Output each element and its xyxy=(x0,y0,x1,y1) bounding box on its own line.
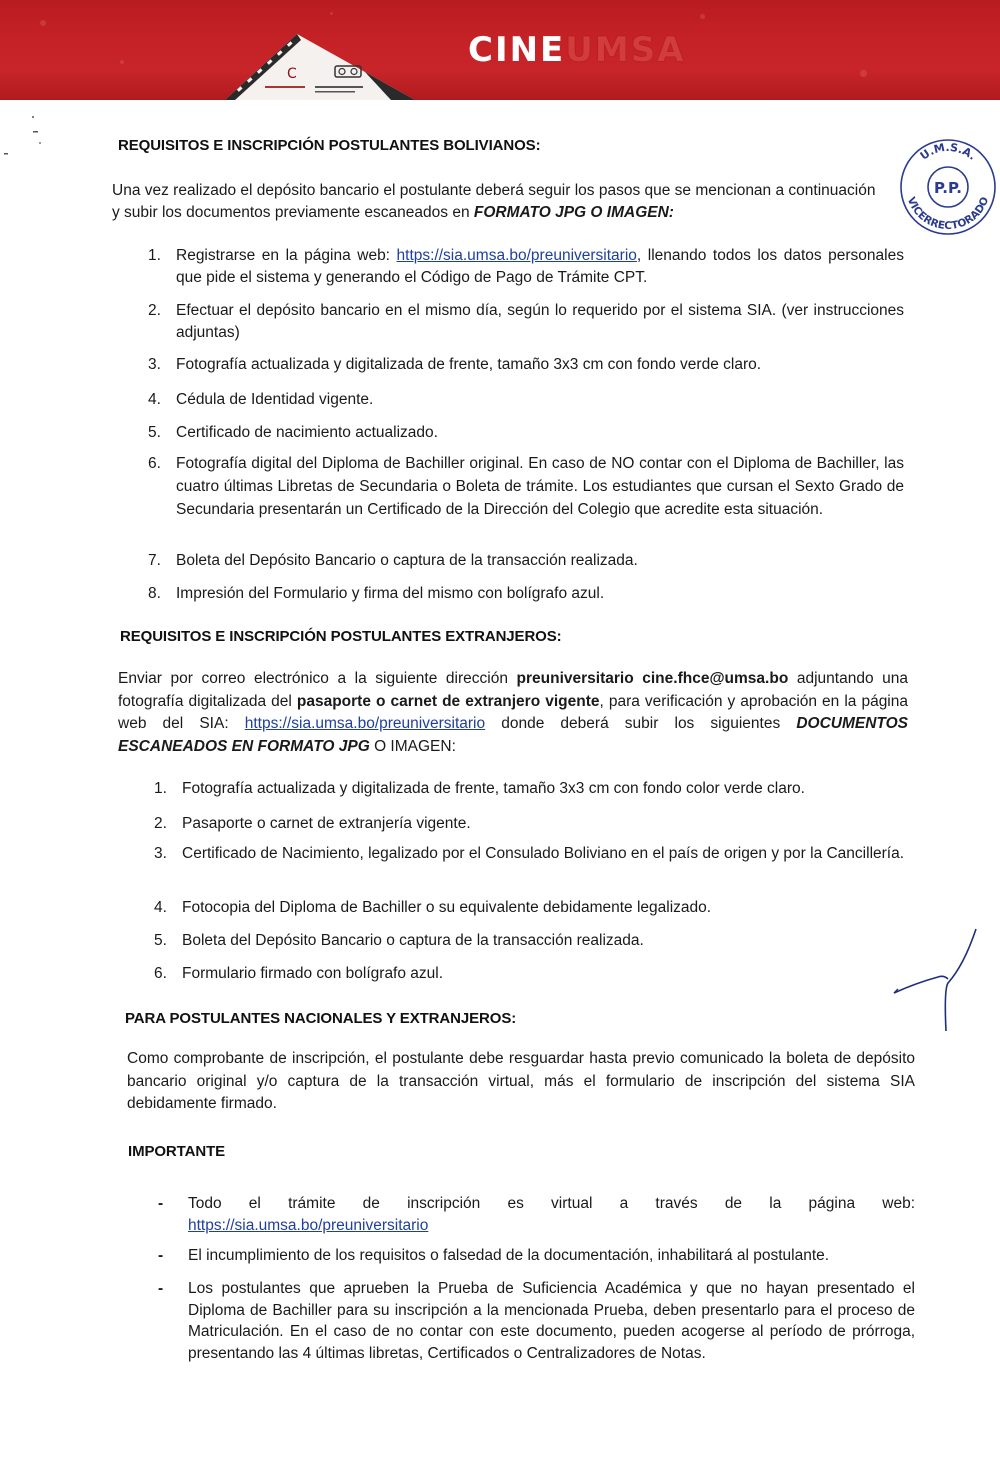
item-number: 5. xyxy=(148,424,161,441)
item-text: Fotografía actualizada y digitalizada de frente, tamaño 3x3 cm con fondo color verde claro. xyxy=(182,780,805,797)
section-title-extranjeros: REQUISITOS E INSCRIPCIÓN POSTULANTES EXTRANJEROS: xyxy=(120,628,562,645)
sia-link[interactable]: https://sia.umsa.bo/preuniversitario xyxy=(244,715,486,732)
svg-text:C: C xyxy=(287,66,297,82)
item-text: El incumplimiento de los requisitos o falsedad de la documentación, inhabilitará al postulante. xyxy=(188,1247,830,1264)
dash-bullet-icon: - xyxy=(158,1280,164,1297)
list-item xyxy=(158,1278,915,1364)
format-emphasis: DOCUMENTOS ESCANEADOS EN FORMATO JPG xyxy=(118,715,908,755)
list-item xyxy=(154,963,907,985)
item-number: 4. xyxy=(148,391,161,408)
item-number: 6. xyxy=(154,965,167,982)
item-text: Boleta del Depósito Bancario o captura de la transacción realizada. xyxy=(182,932,644,949)
scan-marks xyxy=(0,105,60,165)
list-item xyxy=(148,422,904,444)
list-item xyxy=(158,1193,915,1236)
item-number: 6. xyxy=(148,455,161,472)
list-item xyxy=(154,778,907,800)
item-text: Fotografía digital del Diploma de Bachiller original. En caso de NO contar con el Diploma de Bachiller, las cuatro últimas Libretas de Secundaria o Boleta de trámite. Los estudiantes que cursan el Sexto Grado de Secundaria presentarán un Certificado de la Dirección del Colegio que acredite esta situación. xyxy=(176,455,904,518)
sia-link[interactable]: https://sia.umsa.bo/preuniversitario xyxy=(396,247,637,264)
list-item xyxy=(154,843,907,865)
item-number: 4. xyxy=(154,899,167,916)
item-number: 8. xyxy=(148,585,161,602)
section-title-bolivianos: REQUISITOS E INSCRIPCIÓN POSTULANTES BOLIVIANOS: xyxy=(118,137,541,154)
document-requirement: pasaporte o carnet de extranjero vigente xyxy=(296,692,600,710)
item-number: 3. xyxy=(148,356,161,373)
stamp-bottom-text: VICERRECTORADO xyxy=(904,195,992,233)
item-number: 5. xyxy=(154,932,167,949)
item-text: Formulario firmado con bolígrafo azul. xyxy=(182,965,444,982)
brand-cine: CINE xyxy=(468,30,566,70)
cine-umsa-logo-graphic xyxy=(215,28,430,100)
item-text: Certificado de nacimiento actualizado. xyxy=(176,424,438,441)
item-text: Cédula de Identidad vigente. xyxy=(176,391,374,408)
section-title-importante: IMPORTANTE xyxy=(128,1143,226,1160)
item-text: Fotografía actualizada y digitalizada de frente, tamaño 3x3 cm con fondo verde claro. xyxy=(176,356,762,373)
list-item xyxy=(148,550,904,572)
paragraph-text: donde deberá subir los siguientes xyxy=(485,715,797,732)
intro-emphasis: FORMATO JPG O IMAGEN: xyxy=(473,204,674,221)
item-number: 2. xyxy=(154,815,167,832)
list-item xyxy=(154,930,907,952)
list-item xyxy=(148,300,904,343)
item-number: 7. xyxy=(148,552,161,569)
email-address: preuniversitario cine.fhce@umsa.bo xyxy=(516,670,789,687)
item-text: Fotocopia del Diploma de Bachiller o su equivalente debidamente legalizado. xyxy=(182,899,712,916)
list-item xyxy=(148,583,904,605)
item-text: , llenando todos los datos personales que pide el sistema y generando el Código de Pago de Trámite CPT. xyxy=(176,247,904,286)
stamp-center-text: P.P. xyxy=(934,179,962,197)
dash-bullet-icon: - xyxy=(158,1195,164,1212)
list-item xyxy=(148,354,904,376)
extranjeros-paragraph xyxy=(118,668,908,758)
item-text: Boleta del Depósito Bancario o captura de la transacción realizada. xyxy=(176,552,638,569)
item-text: Los postulantes que aprueben la Prueba de Suficiencia Académica y que no hayan presentado el Diploma de Bachiller para su inscripción a la mencionada Prueba, deben presentarlo para el proceso de Matriculación. En el caso de no contar con este documento, pueden acogerse al período de prórroga, presentando las 4 últimas libretas, Certificados o Centralizadores de Notas. xyxy=(188,1280,915,1362)
intro-line-1: Una vez realizado el depósito bancario el postulante deberá seguir los pasos que se mencionan a continuación xyxy=(112,182,876,199)
list-item xyxy=(148,389,904,411)
cine-umsa-wordmark xyxy=(468,30,686,70)
header-banner xyxy=(0,0,1000,100)
item-number: 3. xyxy=(154,845,167,862)
item-text: Todo el trámite de inscripción es virtual a través de la página web: xyxy=(188,1195,915,1212)
svg-text:VICERRECTORADO xyxy=(905,195,992,232)
list-item xyxy=(148,245,904,288)
item-text: Registrarse en la página web: xyxy=(176,247,397,264)
intro-line-2 xyxy=(112,202,902,223)
item-number: 1. xyxy=(154,780,167,797)
item-number: 2. xyxy=(148,302,161,319)
list-item xyxy=(148,452,904,521)
vicerrectorado-stamp xyxy=(898,137,998,237)
comprobante-paragraph: Como comprobante de inscripción, el postulante debe resguardar hasta previo comunicado la boleta de depósito bancario original y/o captura de la transacción virtual, más el formulario de inscripción del sistema SIA debidamente firmado. xyxy=(127,1050,915,1112)
list-item xyxy=(154,813,907,835)
item-text: Impresión del Formulario y firma del mismo con bolígrafo azul. xyxy=(176,585,605,602)
brand-umsa: UMSA xyxy=(565,30,686,70)
list-item xyxy=(158,1245,915,1267)
sia-link[interactable]: https://sia.umsa.bo/preuniversitario xyxy=(188,1216,429,1234)
item-number: 1. xyxy=(148,247,161,264)
intro-text: y subir los documentos previamente escaneados en xyxy=(112,204,474,221)
item-text: Pasaporte o carnet de extranjería vigente. xyxy=(182,815,471,832)
item-text: Certificado de Nacimiento, legalizado por el Consulado Boliviano en el país de origen y por la Cancillería. xyxy=(182,845,905,862)
paragraph-text: Enviar por correo electrónico a la siguiente dirección xyxy=(118,670,517,687)
section-title-nacionales-extranjeros: PARA POSTULANTES NACIONALES Y EXTRANJEROS: xyxy=(125,1010,517,1027)
stamp-top-text: U.M.S.A. xyxy=(917,140,979,163)
item-text: Efectuar el depósito bancario en el mismo día, según lo requerido por el sistema SIA. (ver instrucciones adjuntas) xyxy=(176,302,904,341)
paragraph-text: adjuntando una fotografía digitalizada del xyxy=(118,670,909,710)
paragraph-text: , para verificación y aprobación en la página web del SIA: xyxy=(118,692,908,732)
list-item xyxy=(154,897,907,919)
paragraph-text: O IMAGEN: xyxy=(369,737,456,755)
dash-bullet-icon: - xyxy=(158,1247,164,1264)
